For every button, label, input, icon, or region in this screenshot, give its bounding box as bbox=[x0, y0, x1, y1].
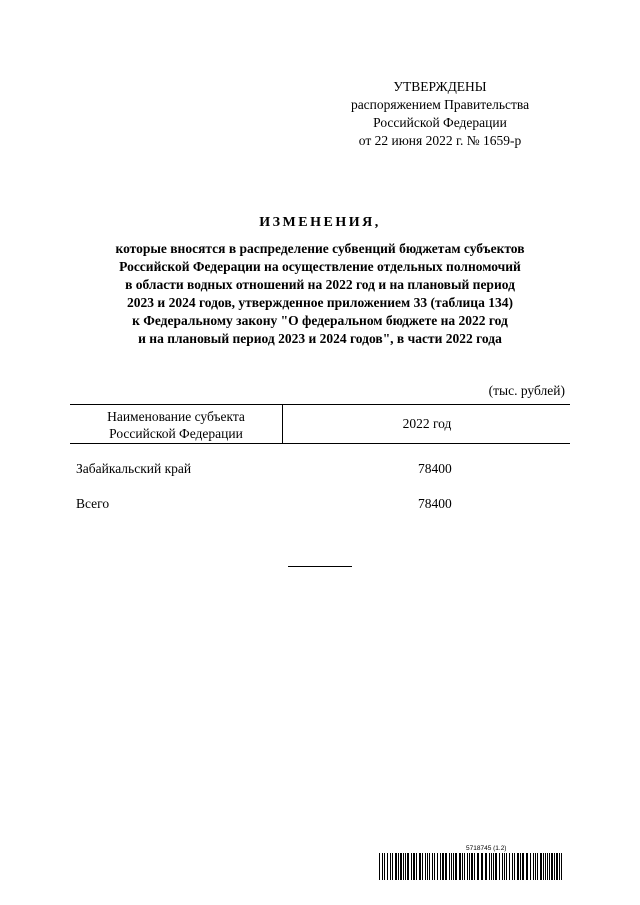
subtitle-line-1: которые вносятся в распределение субвенций бюджетам субъектов bbox=[115, 241, 525, 256]
subtitle-line-4: 2023 и 2024 годов, утвержденное приложением 33 (таблица 134) bbox=[127, 295, 513, 310]
barcode-icon bbox=[379, 853, 565, 880]
table-header bbox=[70, 404, 570, 444]
row-subject-name: Всего bbox=[76, 496, 110, 511]
document-title: ИЗМЕНЕНИЯ, bbox=[259, 215, 381, 230]
row-value: 78400 bbox=[418, 461, 452, 476]
header-subject-name bbox=[70, 405, 283, 443]
header-subject-name-line-1: Наименование субъекта bbox=[107, 409, 245, 424]
approval-line-3: Российской Федерации bbox=[373, 115, 507, 130]
subtitle-line-2: Российской Федерации на осуществление отдельных полномочий bbox=[119, 259, 521, 274]
subtitle-line-5: к Федеральному закону "О федеральном бюджете на 2022 год bbox=[132, 313, 508, 328]
approval-line-4: от 22 июня 2022 г. № 1659-р bbox=[358, 133, 522, 148]
header-subject-name-line-2: Российской Федерации bbox=[109, 426, 243, 441]
approval-stamp bbox=[340, 78, 540, 150]
approval-line-2: распоряжением Правительства bbox=[350, 97, 530, 112]
document-subtitle bbox=[60, 240, 580, 348]
row-subject-name: Забайкальский край bbox=[76, 461, 192, 476]
header-year: 2022 год bbox=[402, 416, 452, 431]
end-divider bbox=[288, 566, 352, 567]
subtitle-line-6: и на плановый период 2023 и 2024 годов", в части 2022 года bbox=[138, 331, 502, 346]
barcode-number: 5718745 (1.2) bbox=[466, 845, 507, 852]
row-value: 78400 bbox=[418, 496, 452, 511]
subtitle-line-3: в области водных отношений на 2022 год и на плановый период bbox=[125, 277, 515, 292]
units-label: (тыс. рублей) bbox=[488, 383, 565, 398]
approval-line-1: УТВЕРЖДЕНЫ bbox=[393, 79, 487, 94]
